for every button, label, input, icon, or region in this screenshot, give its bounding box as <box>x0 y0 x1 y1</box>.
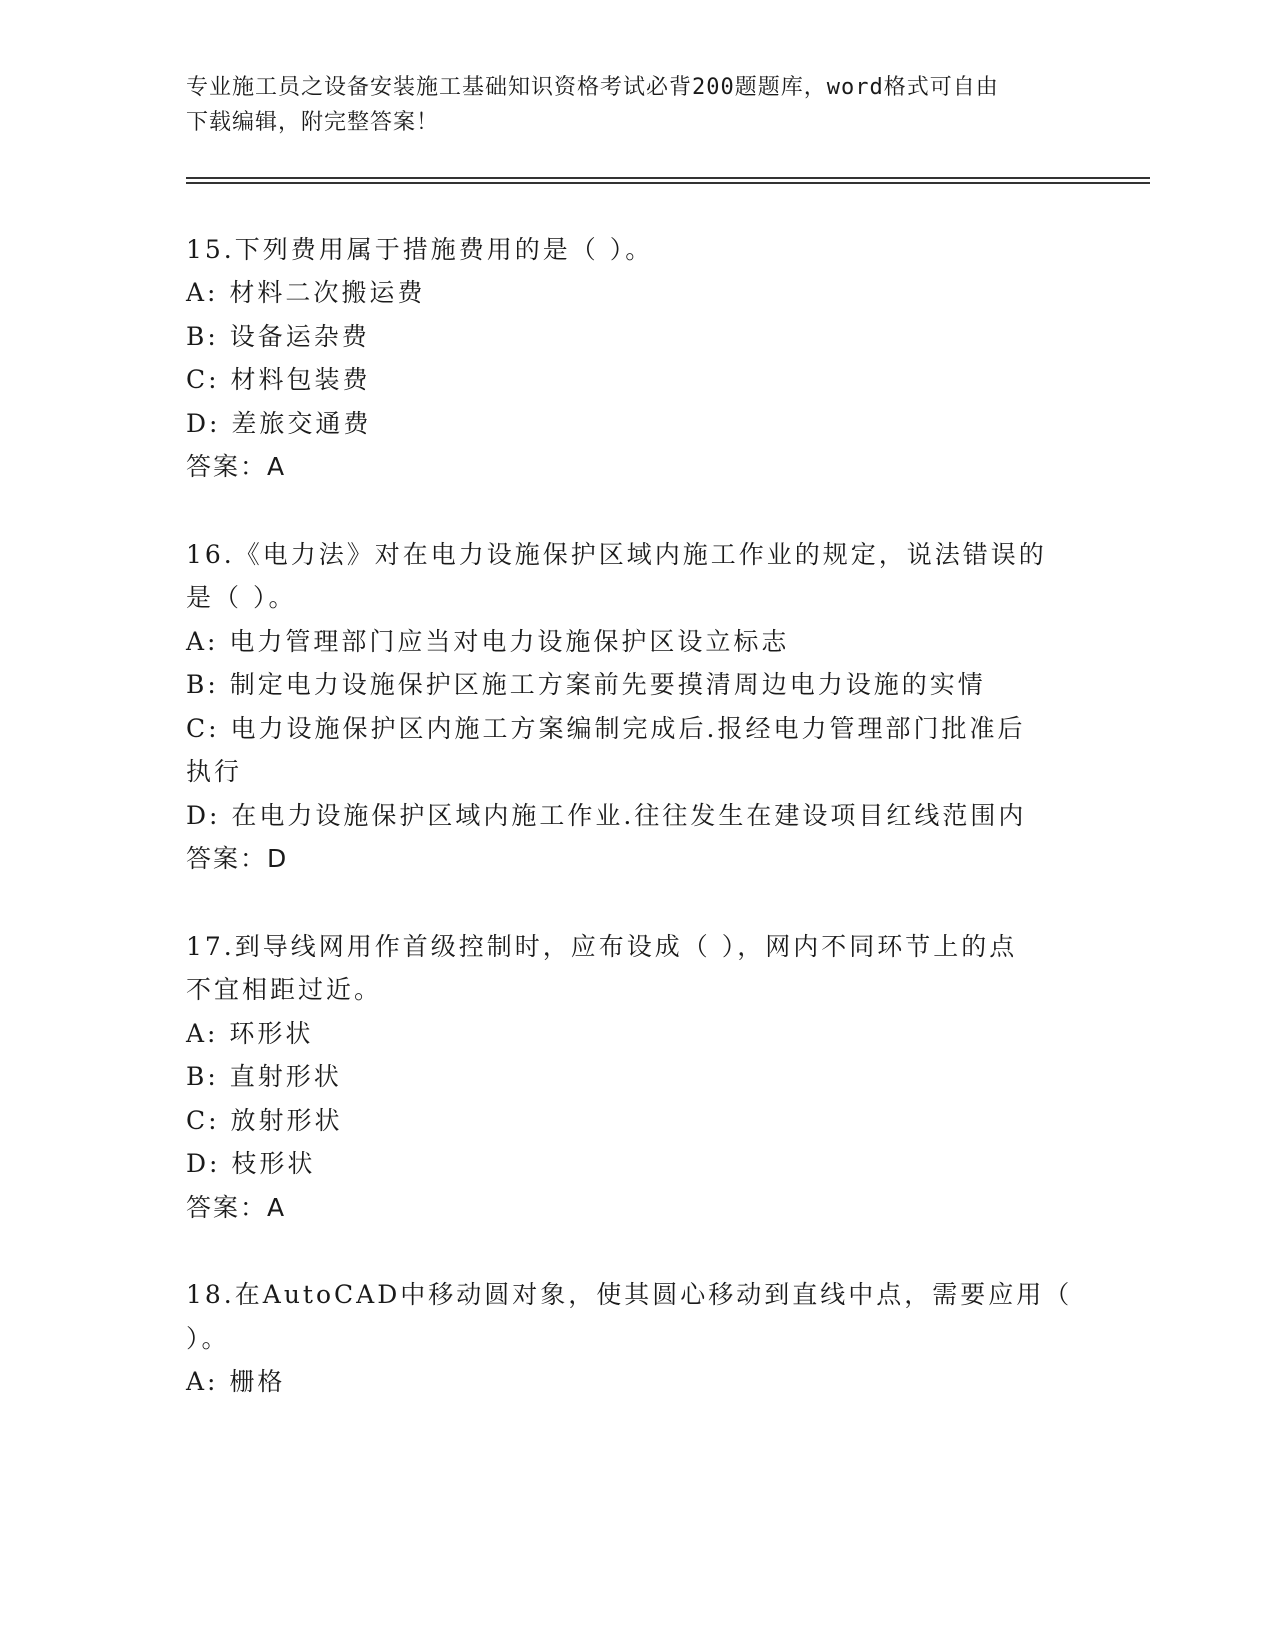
question-16-stem-line-2: 是（ ）。 <box>186 583 297 612</box>
question-17-option-d: D: 枝形状 <box>186 1149 316 1178</box>
question-16-option-b: B: 制定电力设施保护区施工方案前先要摸清周边电力设施的实情 <box>186 670 986 699</box>
header-line-1: 专业施工员之设备安装施工基础知识资格考试必背200题题库，word格式可自由 <box>186 75 999 100</box>
question-16-option-d: D: 在电力设施保护区域内施工作业.往往发生在建设项目红线范围内 <box>186 801 1027 830</box>
question-16-answer: 答案：D <box>186 844 289 873</box>
question-15-option-b: B: 设备运杂费 <box>186 322 370 351</box>
question-18-option-a: A: 栅格 <box>186 1367 286 1396</box>
question-17-answer: 答案：A <box>186 1193 287 1222</box>
question-17-option-c: C: 放射形状 <box>186 1106 343 1135</box>
question-17-stem-line-1: 17.到导线网用作首级控制时，应布设成（ ），网内不同环节上的点 <box>186 932 1018 961</box>
question-18-stem-line-1: 18.在AutoCAD中移动圆对象，使其圆心移动到直线中点，需要应用（ <box>186 1280 1073 1309</box>
header-divider-bottom <box>186 182 1150 184</box>
question-16-option-a: A: 电力管理部门应当对电力设施保护区设立标志 <box>186 627 790 656</box>
question-17-stem-line-2: 不宜相距过近。 <box>186 975 383 1004</box>
question-18-stem-line-2: ）。 <box>186 1324 230 1353</box>
header-line-2: 下载编辑，附完整答案！ <box>186 110 440 135</box>
question-15-option-d: D: 差旅交通费 <box>186 409 372 438</box>
question-16-stem-line-1: 16.《电力法》对在电力设施保护区域内施工作业的规定，说法错误的 <box>186 540 1047 569</box>
question-16-option-c: C: 电力设施保护区内施工方案编制完成后.报经电力管理部门批准后 <box>186 714 1026 743</box>
question-15-answer: 答案：A <box>186 452 287 481</box>
document-header <box>186 70 1086 140</box>
question-15-option-c: C: 材料包装费 <box>186 365 371 394</box>
question-17-option-a: A: 环形状 <box>186 1019 314 1048</box>
question-17-option-b: B: 直射形状 <box>186 1062 342 1091</box>
question-15-option-a: A: 材料二次搬运费 <box>186 278 426 307</box>
header-divider-top <box>186 177 1150 179</box>
question-16-option-c-cont: 执行 <box>186 757 243 786</box>
question-15-stem: 15.下列费用属于措施费用的是（ ）。 <box>186 235 654 264</box>
